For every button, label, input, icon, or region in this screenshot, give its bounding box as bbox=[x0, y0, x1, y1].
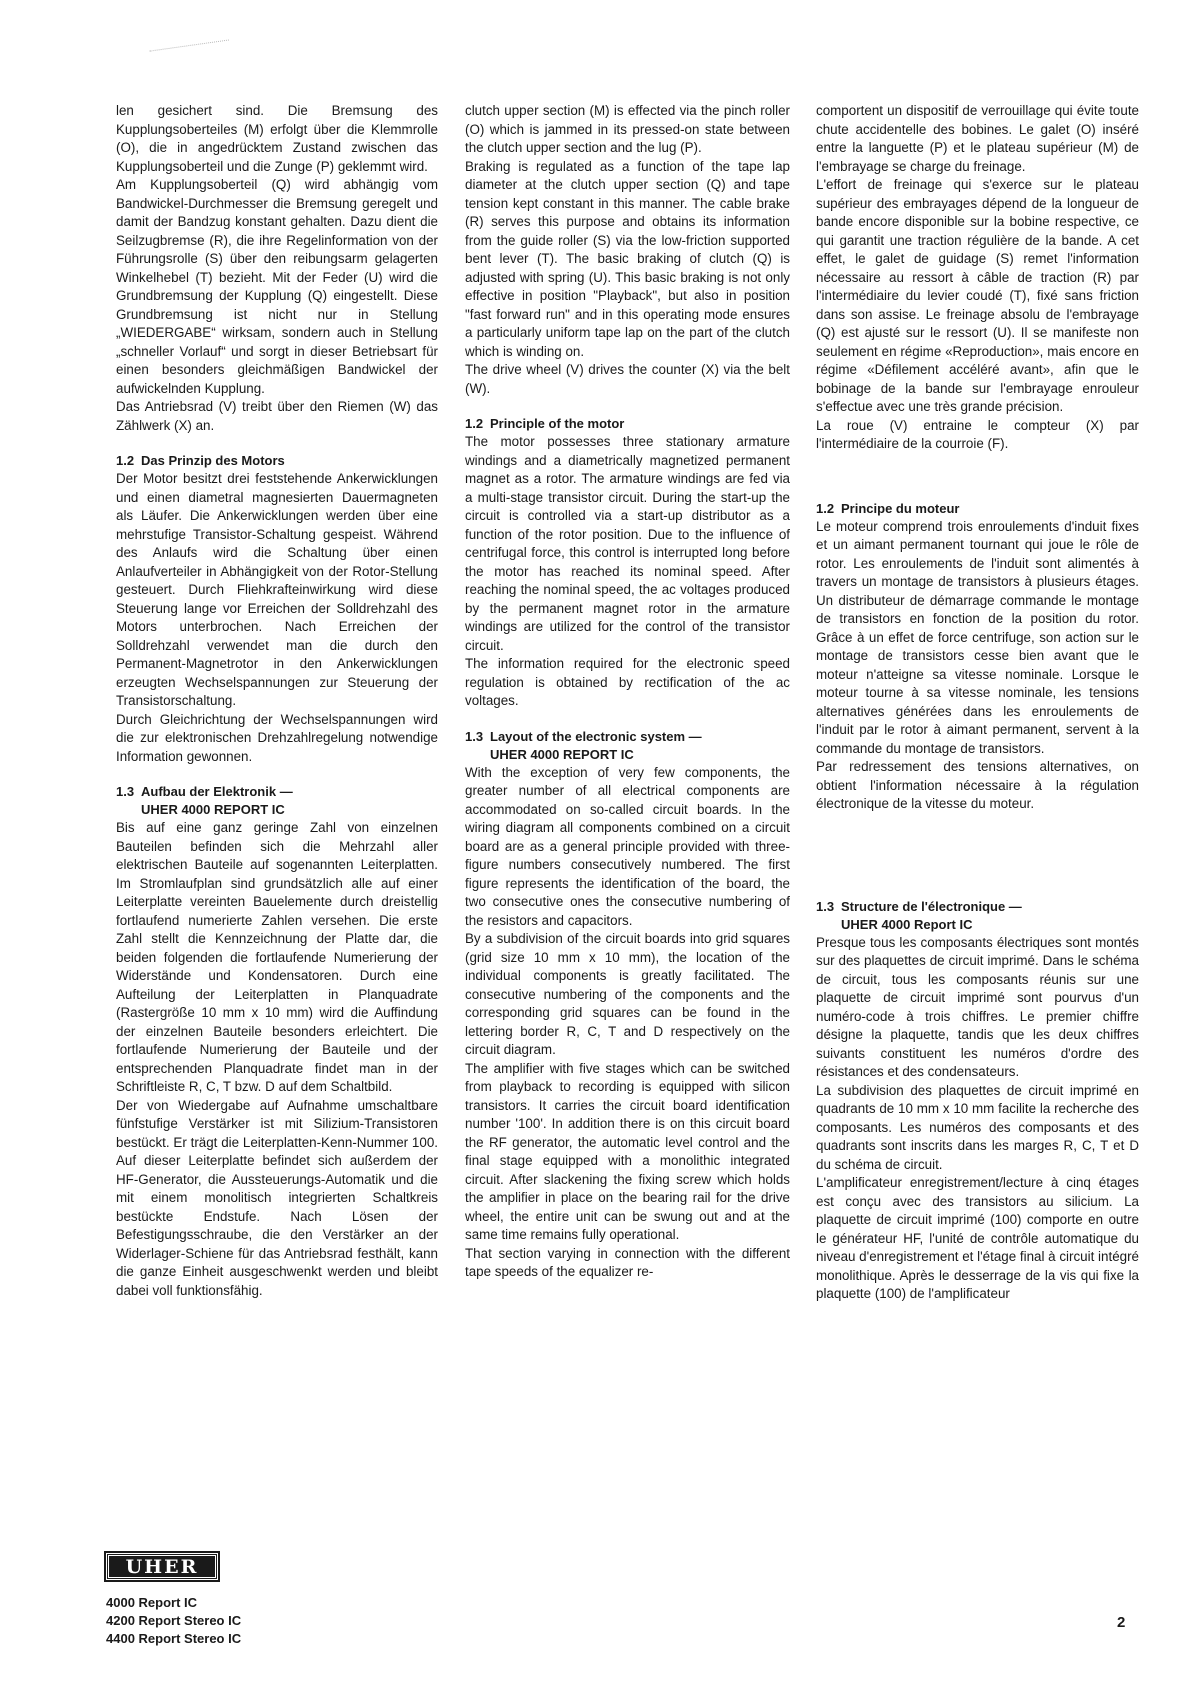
paragraph: comportent un dispositif de verrouillage qui évite toute chute accidentelle des bobines. Le galet (O) inséré entre la languette (P) et le plateau supérieur (M) de l'embrayage se charge du freinage. bbox=[816, 103, 1139, 174]
paragraph: La roue (V) entraine le compteur (X) par l'intermédiaire de la courroie (F). bbox=[816, 417, 1139, 451]
paragraph: By a subdivision of the circuit boards into grid squares (grid size 10 mm x 10 mm), the location of the individual components is greatly facilitated. The consecutive numbering of the components and the corresponding grid squares can be found in the lettering border R, C, T and D respectively on the circuit diagram. bbox=[465, 931, 790, 1057]
paragraph: Der Motor besitzt drei feststehende Ankerwicklungen und einen diametral magnesierten Dauermagneten als Läufer. Die Ankerwicklungen werden über eine mehrstufige Transistor-Schaltung gespeist. Während des Anlaufs wird die Schaltung über einen Anlaufverteiler in Abhängigkeit von der Rotor-Stellung gesteuert. Durch Fliehkrafteinwirkung wird diese Steuerung lange vor Erreichen der Solldrehzahl des Motors unterbrochen. Nach Erreichen der Solldrehzahl verwendet man die durch den Permanent-Magnetrotor in den Ankerwicklungen erzeugten Wechselspannungen zur Steuerung der Transistorschaltung. bbox=[116, 471, 438, 708]
paragraph: len gesichert sind. Die Bremsung des Kupplungsoberteiles (M) erfolgt über die Klemmrolle (O), die in angedrücktem Zustand zwischen das Kupplungsoberteil und die Zunge (P) geklemmt wird. bbox=[116, 103, 438, 174]
paragraph: La subdivision des plaquettes de circuit imprimé en quadrants de 10 mm x 10 mm facilite la recherche des composants. Les numéros des composants et des quadrants sont inscrits dans les marges R, C, T et D du schéma de circuit. bbox=[816, 1082, 1139, 1172]
section-heading-motor: 1.2 Das Prinzip des Motors bbox=[116, 453, 285, 468]
model-name: 4000 Report IC bbox=[106, 1595, 198, 1610]
section-heading-electronics: 1.3 Layout of the electronic system — UHER 4000 REPORT IC bbox=[465, 728, 702, 762]
paragraph: Braking is regulated as a function of the tape lap diameter at the clutch upper section (Q) and tape tension kept constant in this manner. The cable brake (R) serves this purpose and obtains its information from the guide roller (S) via the low-friction supported bent lever (T). The basic braking of clutch (Q) is adjusted with spring (U). This basic braking is not only effective in position "Playback", but also in position "fast forward run" and in this operating mode ensures a particularly uniform tape lap on the part of the clutch which is winding on. bbox=[465, 158, 790, 359]
section-heading-electronics: 1.3 Aufbau der Elektronik — UHER 4000 REPORT IC bbox=[116, 784, 293, 817]
model-list bbox=[106, 1594, 241, 1648]
paragraph: Presque tous les composants électriques sont montés sur des plaquettes de circuit imprimé. Dans le schéma de circuit, tous les composants réunis sur une plaquette de circuit imprimé sont pourvus d'un numéro-code à trois chiffres. Le premier chiffre désigne la plaquette, tandis que les deux chiffres suivants constituent les numéros d'ordre des résistances et des condensateurs. bbox=[816, 934, 1139, 1079]
page-number: 2 bbox=[1117, 1614, 1126, 1631]
paragraph: The information required for the electronic speed regulation is obtained by rectification of the ac voltages. bbox=[465, 656, 790, 708]
section-heading-electronics: 1.3 Structure de l'électronique — UHER 4000 Report IC bbox=[816, 898, 1022, 932]
paragraph: Par redressement des tensions alternatives, on obtient l'information nécessaire à la régulation électronique de la vitesse du moteur. bbox=[816, 759, 1139, 811]
model-name: 4400 Report Stereo IC bbox=[106, 1631, 242, 1646]
paragraph: clutch upper section (M) is effected via the pinch roller (O) which is jammed in its pressed-on state between the clutch upper section and the lug (P). bbox=[465, 103, 790, 155]
paragraph: The drive wheel (V) drives the counter (X) via the belt (W). bbox=[465, 362, 790, 396]
footer bbox=[106, 1553, 241, 1648]
paragraph: Der von Wiedergabe auf Aufnahme umschaltbare fünfstufige Verstärker ist mit Silizium-Transistoren bestückt. Er trägt die Leiterplatten-Kenn-Nummer 100. Auf dieser Leiterplatte befindet sich außerdem der HF-Generator, die Aussteuerungs-Automatik und die mit einem monolitisch integrierten Schaltkreis bestückte Endstufe. Nach Lösen der Befestigungsschraube, die den Verstärker an der Widerlager-Schiene für das Antriebsrad festhält, kann die ganze Einheit ausgeschwenkt werden und bleibt dabei voll funktionsfähig. bbox=[116, 1097, 438, 1298]
model-name: 4200 Report Stereo IC bbox=[106, 1613, 242, 1628]
paragraph: Am Kupplungsoberteil (Q) wird abhängig vom Bandwickel-Durchmesser die Bremsung geregelt und damit der Bandzug konstant gehalten. Dazu dient die Seilzugbremse (R), die ihre Regelinformation von der Führungsrolle (S) über den reibungsarm gelagerten Winkelhebel (T) bezieht. Mit der Feder (U) wird die Grundbremsung der Kupplung (Q) eingestellt. Diese Grundbremsung ist nicht nur in Stellung „WIEDERGABE“ wirksam, sondern auch in Stellung „schneller Vorlauf“ und sorgt in dieser Betriebsart für einen besonders gleichmäßigen Bandwickel der aufwickelnden Kupplung. bbox=[116, 177, 438, 396]
scan-artifact bbox=[150, 39, 231, 61]
paragraph: That section varying in connection with the different tape speeds of the equalizer re- bbox=[465, 1245, 790, 1279]
paragraph: Das Antriebsrad (V) treibt über den Riemen (W) das Zählwerk (X) an. bbox=[116, 399, 438, 433]
section-heading-motor: 1.2 Principle of the motor bbox=[465, 416, 625, 431]
column-german bbox=[116, 102, 438, 1300]
paragraph: Durch Gleichrichtung der Wechselspannungen wird die zur elektronischen Drehzahlregelung notwendige Information gewonnen. bbox=[116, 711, 438, 764]
section-heading-motor: 1.2 Principe du moteur bbox=[816, 500, 960, 516]
paragraph: The amplifier with five stages which can be switched from playback to recording is equipped with silicon transistors. It carries the circuit board identification number '100'. In addition there is on this circuit board the RF generator, the automatic level control and the final stage equipped with a monolithic integrated circuit. After slackening the fixing screw which holds the amplifier in place on the bearing rail for the drive wheel, the entire unit can be swung out and at the same time remains fully operational. bbox=[465, 1060, 790, 1242]
column-french bbox=[816, 102, 1139, 1304]
paragraph: Le moteur comprend trois enroulements d'induit fixes et un aimant permanent tournant qui joue le rôle de rotor. Les enroulements de l'induit sont alimentés à travers un montage de transistors à plusieurs étages. Un distributeur de démarrage commande le montage de transistors en fonction de la position du rotor. Grâce à un effet de force centrifuge, son action sur le montage de transistors cesse bien avant que le moteur n'atteigne sa vitesse nominale. Lorsque le moteur tourne à sa vitesse nominale, les tensions alternatives générées dans les enroulements de l'induit par le rotor à aimant permanent, servent à la commande du montage de transistors. bbox=[816, 518, 1139, 756]
uher-logo: UHER bbox=[106, 1553, 218, 1580]
paragraph: The motor possesses three stationary armature windings and a diametrically magnetized permanent magnet as a rotor. The armature windings are fed via a multi-stage transistor circuit. During the start-up the circuit is controlled via a start-up distributor as a function of the rotor position. Due to the influence of centrifugal force, this control is interrupted long before the motor has reached its nominal speed. After reaching the nominal speed, the ac voltages produced by the permanent magnet rotor in the armature windings are utilized for the control of the transistor circuit. bbox=[465, 434, 790, 653]
paragraph: With the exception of very few components, the greater number of all electrical components are accommodated on so-called circuit boards. In the wiring diagram all components combined on a circuit board are as a general principle provided with three-figure numbers consecutively numbered. The first figure represents the identification of the board, the two consecutive ones the consecutive numbering of the resistors and capacitors. bbox=[465, 764, 790, 928]
paragraph: L'effort de freinage qui s'exerce sur le plateau supérieur des embrayages dépend de la longueur de bande encore disponible sur la bobine respective, ce qui garantit une traction régulière de la bande. A cet effet, le galet de guidage (S) remet l'information nécessaire au ressort à câble de traction (R) par l'intermédiaire du levier coudé (T), fixé sans friction dans son assise. Le freinage absolu de l'embrayage (Q) est ajusté sur le ressort (U). Il se manifeste non seulement en régime «Reproduction», mais encore en régime «Défilement accéléré avant», afin que le bobinage de la bande sur l'embrayage enrouleur s'effectue avec une très grande précision. bbox=[816, 177, 1139, 414]
paragraph: Bis auf eine ganz geringe Zahl von einzelnen Bauteilen befinden sich die Mehrzahl aller elektrischen Bauteile auf sogenannten Leiterplatten. Im Stromlaufplan sind grundsätzlich alle auf einer Leiterplatte vereinten Bauelemente durch dreistellig fortlaufend numerierte Zahlen versehen. Die erste Zahl stellt die Kennzeichnung der Platte dar, die beiden folgenden die fortlaufende Numerierung der Widerstände und Kondensatoren. Durch eine Aufteilung der Leiterplatten in Planquadrate (Rastergröße 10 mm x 10 mm) wird die Auffindung der einzelnen Bauteile besonders erleichtert. Die fortlaufende Numerierung der Bauteile und der entsprechenden Planquadrate findet man in der Schriftleiste R, C, T bzw. D auf dem Schaltbild. bbox=[116, 820, 438, 1094]
paragraph: L'amplificateur enregistrement/lecture à cinq étages est conçu avec des transistors au silicium. La plaquette de circuit imprimé (100) comporte en outre le générateur HF, l'unité de contrôle automatique du niveau d'enregistrement et l'étage final à circuit intégré monolithique. Après le desserrage de la vis qui fixe la plaquette (100) de l'amplificateur bbox=[816, 1175, 1139, 1301]
column-english bbox=[465, 102, 790, 1282]
